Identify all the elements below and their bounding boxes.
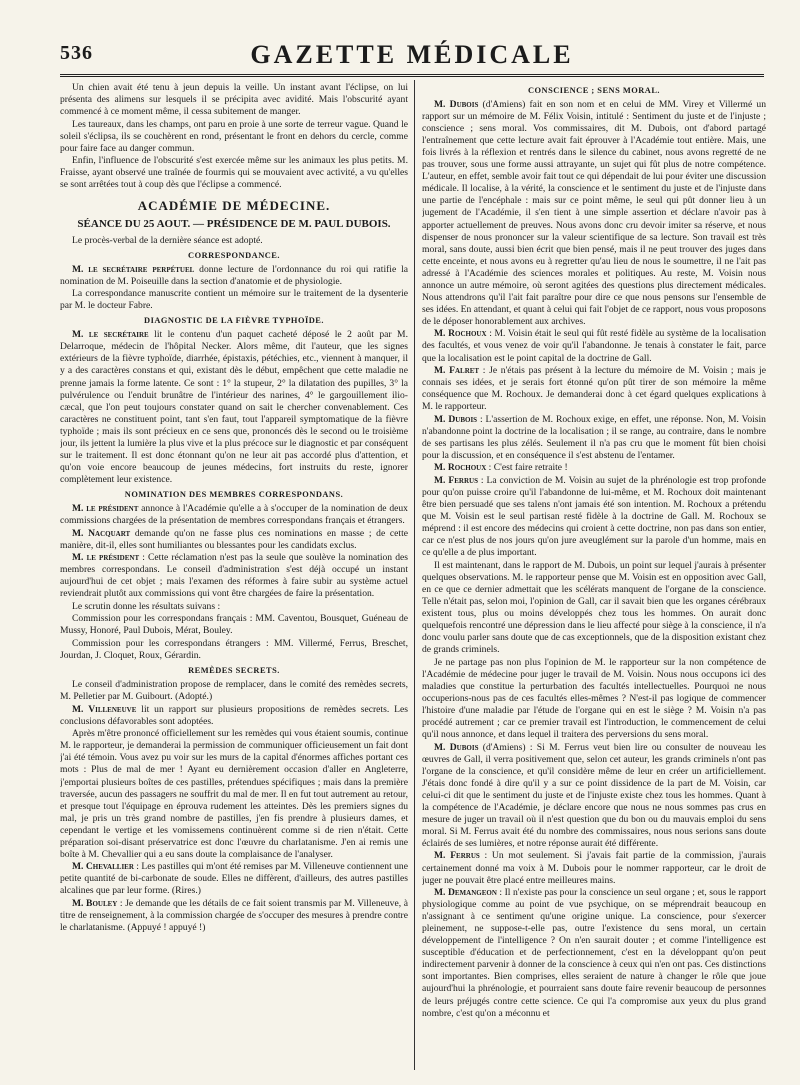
paragraph: [60, 638, 408, 662]
paragraph-text: demande qu'on ne fasse plus ces nominations en masse ; de cette manière, dit-il, elles sont humiliantes ou blessantes pour les candidats exclus.: [60, 527, 408, 551]
nomination-heading: NOMINATION DES MEMBRES CORRESPONDANS.: [124, 489, 344, 499]
paragraph-text: : Je n'étais pas présent à la lecture du mémoire de M. Voisin ; mais je connais ses idées, et je serais fort étonné qu'on pût tirer de son mémoire la même conséquence que M. Rochoux. Je demanderai donc à cet égard quelques explications à M. le rapporteur.: [422, 365, 766, 413]
paragraph: [422, 850, 766, 886]
paragraph: [60, 329, 408, 486]
paragraph: [60, 704, 408, 728]
correspondance-section: [60, 264, 408, 313]
paragraph: [422, 475, 766, 559]
paragraph: [60, 679, 408, 703]
paragraph: [60, 613, 408, 637]
paragraph-text: (d'Amiens) fait en son nom et en celui de MM. Virey et Villermé un rapport sur un mémoire de M. Félix Voisin, intitulé : Sentiment du juste et de l'injuste ; conscience ; sens moral. Vos commissaires, dit M. Dubois, ont d'abord partagé l'entraînement que cette lecture avait fait éprouver à l'Académie tout entière. Mais, une fois livrés à la réflexion et rentrés dans le silence du cabinet, nous avons regretté de ne pas trouver, sous une forme aussi attrayante, un sujet qui fût plus de notre compétence. L'auteur, en effet, semble avoir fait tout ce qui dépendait de lui pour éviter une discussion médicale. Il localise, à la vérité, la conscience et le sentiment du juste et de l'injuste dans une partie de l'encéphale : mais sur ce point même, le seul qui pût donner lieu à un jugement de l'Académie, il s'en tient à une simple assertion et déclare n'avoir pas à apporter actuellement de preuves. Nous avons donc cru devoir imiter sa réserve, et nous dispenser de nous prononcer sur la valeur scientifique de sa lecture. Son travail est très moral, sans doute, aussi bien écrit que bien pensé, mais il ne peut trouver des juges dans cette enceinte, et nous avons eu à regretter qu'au lieu de nous le soumettre, il ne l'ait pas adressé à l'Académie des sciences morales et politiques. Au reste, M. Voisin nous annonce un autre mémoire, où seront agitées des questions plus directement médicales. Nous attendrons qu'il l'ait fait paraître pour dire ce que nous pensons sur l'ensemble de ses idées. En attendant, et quant à celui qui fait l'objet de ce rapport, nous vous proposons de le déposer honorablement aux archives.: [422, 99, 766, 327]
paragraph-text: Commission pour les correspondans étrangers : MM. Villermé, Ferrus, Breschet, Jourdan, J. Cloquet, Roux, Gérardin.: [60, 638, 408, 662]
paragraph: [60, 288, 408, 312]
paragraph-text: : Je demande que les détails de ce fait soient transmis par M. Villeneuve, à titre de renseignement, à la commission chargée de s'occuper des mesures à prendre contre le charlatanisme. (Appuyé ! appuyé !): [60, 898, 408, 934]
conscience-section: [422, 99, 766, 1020]
paragraph-text: Commission pour les correspondans français : MM. Caventou, Bousquet, Guéneau de Mussy, Honoré, Paul Dubois, Mérat, Bouley.: [60, 613, 408, 637]
paragraph-text: : Il n'existe pas pour la conscience un seul organe ; et, sous le rapport physiologique comme au point de vue psychique, on se méprendrait beaucoup en n'assignant à ce sentiment qu'une origine unique. La conscience, pour s'exercer pleinement, ne suppose-t-elle pas, outre l'existence du sens moral, un certain développement de l'intelligence ? On n'en saurait douter ; et comme l'intelligence est susceptible d'éducation et de perfectionnement, c'est en la développant qu'on peut indirectement parvenir à donner de la conscience à ceux qui n'en ont pas. Ces distinctions sont importantes. Bien comprises, elles seraient de nature à changer le rôle que joue aujourd'hui la phrénologie, et pourraient sans doute faire revenir beaucoup de personnes de leurs préjugés contre cette science. Ce qui l'a compromise aux yeux du plus grand nombre, c'est qu'on a méconnu et: [422, 887, 766, 1019]
paragraph: [422, 414, 766, 462]
paragraph: [422, 99, 766, 328]
remedes-section: [60, 679, 408, 934]
speaker-name: M. Nacquart: [72, 527, 131, 539]
paragraph-text: donne lecture de l'ordonnance du roi qui ratifie la nomination de M. Poiseuille dans la section d'anatomie et de physiologie.: [60, 263, 408, 287]
typhoid-section: [60, 329, 408, 486]
paragraph: [422, 657, 766, 741]
paragraph-text: : M. Voisin était le seul qui fût resté fidèle au système de la localisation des facultés, et vous venez de voir qu'il l'abandonne. Je tenais à constater le fait, parce que la localisation est le point capital de la doctrine de Gall.: [422, 328, 766, 364]
speaker-name: M. Rochoux: [434, 462, 487, 474]
paragraph: [60, 552, 408, 600]
paragraph-text: lit le contenu d'un paquet cacheté déposé le 2 août par M. Delarroque, médecin de l'hôpital Necker. Alors même, dit l'auteur, que les signes extérieurs de la fièvre typhoïde, diarrhée, épistaxis, pétéchies, etc., viennent à manquer, il y a des caractères constans et qui, existant dès le début, empêchent que cette maladie ne prenne jamais la forme latente. Ce sont : 1° la stupeur, 2° la dilatation des pupilles, 3° la pulvérulence ou l'enduit brunâtre de l'intérieur des narines, 4° le gargouillement ilio-cæcal, que l'on peut toujours constater quand on sait le chercher convenablement. Ces caractères ne constituent point, tant s'en faut, tout l'appareil symptomatique de la fièvre typhoïde ; mais ils sont précieux en ce sens que, prononcés dès le second ou le troisième jour, ils jettent la lumière la plus vive et la plus précoce sur le diagnostic et par conséquent sur le traitement. Il est donc étonnant qu'on ne leur ait pas accordé plus d'attention, et qu'on voie encore beaucoup de jeunes médecins, fort instruits du reste, ignorer complètement leur existence.: [60, 329, 408, 485]
paragraph-text: Il est maintenant, dans le rapport de M. Dubois, un point sur lequel j'aurais à présenter quelques observations. M. le rapporteur pense que M. Voisin est en opposition avec Gall, en ce que ce dernier admettait que les scélérats manquent de l'organe de la conscience. Telle n'était pas, selon moi, l'opinion de Gall, car il savait bien que les organes cérébraux existent tous, plus ou moins développés chez tous les hommes. On aurait donc quelquefois rencontré une dépression dans le lieu affecté pour siège à la conscience, il n'a donc voulu parler sans doute que de cas exceptionnels, que de la disposition existant chez de grands criminels.: [422, 559, 766, 656]
speaker-name: M. Ferrus: [434, 850, 480, 862]
paragraph: [60, 528, 408, 552]
paragraph-text: Le scrutin donne les résultats suivans :: [72, 600, 221, 612]
paragraph: [60, 264, 408, 288]
typhoid-heading: DIAGNOSTIC DE LA FIÈVRE TYPHOÏDE.: [144, 316, 324, 326]
paragraph-text: La correspondance manuscrite contient un mémoire sur le traitement de la dysenterie par M. le docteur Fabre.: [60, 288, 408, 312]
paragraph: [60, 898, 408, 934]
left-column: [60, 82, 408, 1077]
academy-title: ACADÉMIE DE MÉDECINE.: [137, 198, 331, 214]
session-line: SÉANCE DU 25 AOUT. — PRÉSIDENCE DE M. PAUL DUBOIS.: [77, 218, 391, 231]
page-number: 536: [60, 42, 93, 64]
conscience-heading: CONSCIENCE ; SENS MORAL.: [527, 86, 661, 95]
paragraph: [422, 328, 766, 364]
paragraph-text: Après m'être prononcé officiellement sur les remèdes qui vous étaient soumis, continue M. le rapporteur, je demanderai la permission de communiquer officieusement un fait dont j'ai été témoin. Vous avez pu voir sur les murs de la capital d'énormes affiches portant ces mots : Plus de mal de mer ! Ayant eu dernièrement occasion d'aller en Angleterre, j'emportai plusieurs boîtes de ces pastilles, prétendues spécifiques ; mais dans la première traversée, aucun des passagers ne souffrit du mal de mer. Il en fut tout autrement au retour, et presque tout l'équipage en éprouva rudement les atteintes. Dès les premiers signes du mal, je pris un très grand nombre de pastilles, j'en fis prendre à plusieurs dames, et cependant le vertige et les vomissemens continuèrent comme si de rien n'était. Cette préparation soi-disant préservatrice est donc l'œuvre du charlatanisme. J'en ai remis une boîte à M. Chevallier qui a eu sans doute la complaisance de l'analyser.: [60, 728, 408, 860]
speaker-name: M. le secrétaire: [72, 329, 149, 341]
speaker-name: M. Ferrus: [434, 475, 478, 486]
paragraph: [422, 365, 766, 413]
minutes-paragraph: Le procès-verbal de la dernière séance est adopté.: [72, 234, 263, 246]
paragraph: [422, 887, 766, 1020]
column-divider: [414, 80, 415, 1070]
paragraph-text: annonce à l'Académie qu'elle a à s'occuper de la nomination de deux commissions chargées de la présentation de membres correspondans français et étrangers.: [60, 503, 408, 527]
paragraph: [422, 742, 766, 850]
speaker-name: M. Chevallier: [72, 861, 134, 873]
paragraph-text: Le conseil d'administration propose de remplacer, dans le comité des remèdes secrets, M. Pelletier par M. Guibourt. (Adopté.): [60, 679, 408, 703]
speaker-name: M. Rochoux: [434, 328, 487, 340]
paragraph-text: : C'est faire retraite !: [486, 462, 568, 474]
speaker-name: M. Bouley: [72, 898, 118, 909]
speaker-name: M. Dubois: [434, 413, 478, 425]
masthead-title: GAZETTE MÉDICALE: [250, 40, 574, 69]
correspondance-heading: CORRESPONDANCE.: [188, 250, 280, 260]
paragraph: [60, 728, 408, 861]
speaker-name: M. le secrétaire perpétuel: [72, 263, 195, 275]
paragraph: [60, 503, 408, 527]
speaker-name: M. Dubois: [434, 741, 479, 753]
paragraph-text: Je ne partage pas non plus l'opinion de M. le rapporteur sur la non compétence de l'Académie de médecine pour juger le travail de M. Voisin. Nous nous occupons ici des maladies que constitue la perturbation des facultés intellectuelles. Pourquoi ne nous occuperions-nous pas de ces facultés elles-mêmes ? N'est-il pas logique de commencer l'histoire d'une maladie par l'étude de l'organe qui en est le siège ? M. Voisin n'a pas procédé autrement ; car ce premier travail est l'introduction, le commencement de celui qu'il nous annonce, et dans lequel il traitera des perversions du sens moral.: [422, 656, 766, 740]
paragraph-text: (d'Amiens) : Si M. Ferrus veut bien lire ou consulter de nouveau les œuvres de Gall, il verra positivement que, selon cet auteur, les grands criminels n'ont pas l'organe de la conscience, et qu'il considère même de leur en créer un artificiellement. J'étais donc fondé à dire qu'il y a sur ce point dissidence de la part de M. Voisin, car celui-ci dit que le sentiment du juste et de l'injuste existe chez tous les hommes. Quant à la compétence de l'Académie, je déclare encore que nous ne nous sommes pas crus en mesure de juger un travail où il n'est question que du bon ou du mauvais emploi du sens moral. Si M. Ferrus avait été du nombre des commissaires, nous nous serions sans doute éclairés de ses lumières, et notre réponse aurait été différente.: [422, 741, 766, 849]
paragraph-text: : Cette réclamation n'est pas la seule que soulève la nomination des membres correspondans. Le conseil d'administration s'est déjà occupé un instant aujourd'hui de cet objet ; mais l'examen des réformes à faire subir au système actuel reviendrait plutôt aux commissions qui vont être chargées de faire la présentation.: [60, 552, 408, 600]
speaker-name: M. le président: [72, 503, 139, 514]
eclipse-section: [60, 82, 408, 191]
header-rule: [60, 74, 764, 77]
paragraph-text: : L'assertion de M. Rochoux exige, en effet, une réponse. Non, M. Voisin n'abandonne point la doctrine de la localisation ; il se range, au contraire, dans le nombre de ses partisans les plus zélés. Seulement il n'a pas cru que le moment fût bien choisi pour la discussion, et en conséquence il s'est abstenu de l'entamer.: [422, 413, 766, 461]
paragraph-text: : Les pastilles qui m'ont été remises par M. Villeneuve contiennent une petite quantité de bi-carbonate de soude. Elles ne diffèrent, d'ailleurs, des autres pastilles alcalines que par leur forme. (Rires.): [60, 861, 408, 897]
remedes-heading: REMÈDES SECRETS.: [188, 666, 280, 676]
right-column: [422, 82, 766, 1077]
paragraph-text: : La conviction de M. Voisin au sujet de la phrénologie est trop profonde pour qu'on puisse croire qu'il l'abandonne de lui-même, et M. Rochoux doit maintenant être bien persuadé que ses talens n'ont jamais été son intention. M. Rochoux a prétendu que M. Voisin est le seul partisan resté fidèle à la doctrine de Gall. M. Rochoux se méprend : il est encore des médecins qui croient à cette doctrine, non pas dans son entier, car ce n'est plus de nos jours qu'on jure aveuglément sur la parole d'un homme, mais en ce qu'elle a de plus important.: [422, 475, 766, 559]
speaker-name: M. Villeneuve: [72, 703, 137, 715]
paragraph: [422, 462, 766, 474]
page-header: [60, 40, 764, 70]
paragraph: Un chien avait été tenu à jeun depuis la veille. Un instant avant l'éclipse, on lui présenta des alimens sur lesquels il se précipita avec avidité. Mais l'obscurité ayant commencé à ce moment même, il cessa subitement de manger.: [60, 82, 408, 118]
speaker-name: M. Falret: [434, 365, 480, 377]
nomination-section: [60, 503, 408, 662]
speaker-name: M. le président: [72, 552, 140, 564]
paragraph-text: : Un mot seulement. Si j'avais fait partie de la commission, j'aurais certainement donné ma voix à M. Dubois pour le nommer rapporteur, car le droit de juger ne pouvait être placé entre meilleures mains.: [422, 850, 766, 886]
paragraph: [422, 560, 766, 656]
paragraph: [60, 861, 408, 897]
paragraph: [60, 601, 408, 613]
paragraph: Les taureaux, dans les champs, ont paru en proie à une sorte de terreur vague. Quand le soleil s'éclipsa, ils se couchèrent en rond, présentant le front en dehors du cercle, comme pour faire face au danger commun.: [60, 118, 408, 154]
paragraph: Enfin, l'influence de l'obscurité s'est exercée même sur les animaux les plus petits. M. Fraisse, ayant observé une traînée de fourmis qui se mouvaient avec activité, a vu qu'elles se sont arrêtées tout à coup dès que l'éclipse a commencé.: [60, 155, 408, 191]
paragraph-text: lit un rapport sur plusieurs propositions de remèdes secrets. Les conclusions défavorables sont adoptées.: [60, 703, 408, 727]
speaker-name: M. Dubois: [434, 99, 479, 111]
speaker-name: M. Demangeon: [434, 887, 497, 899]
